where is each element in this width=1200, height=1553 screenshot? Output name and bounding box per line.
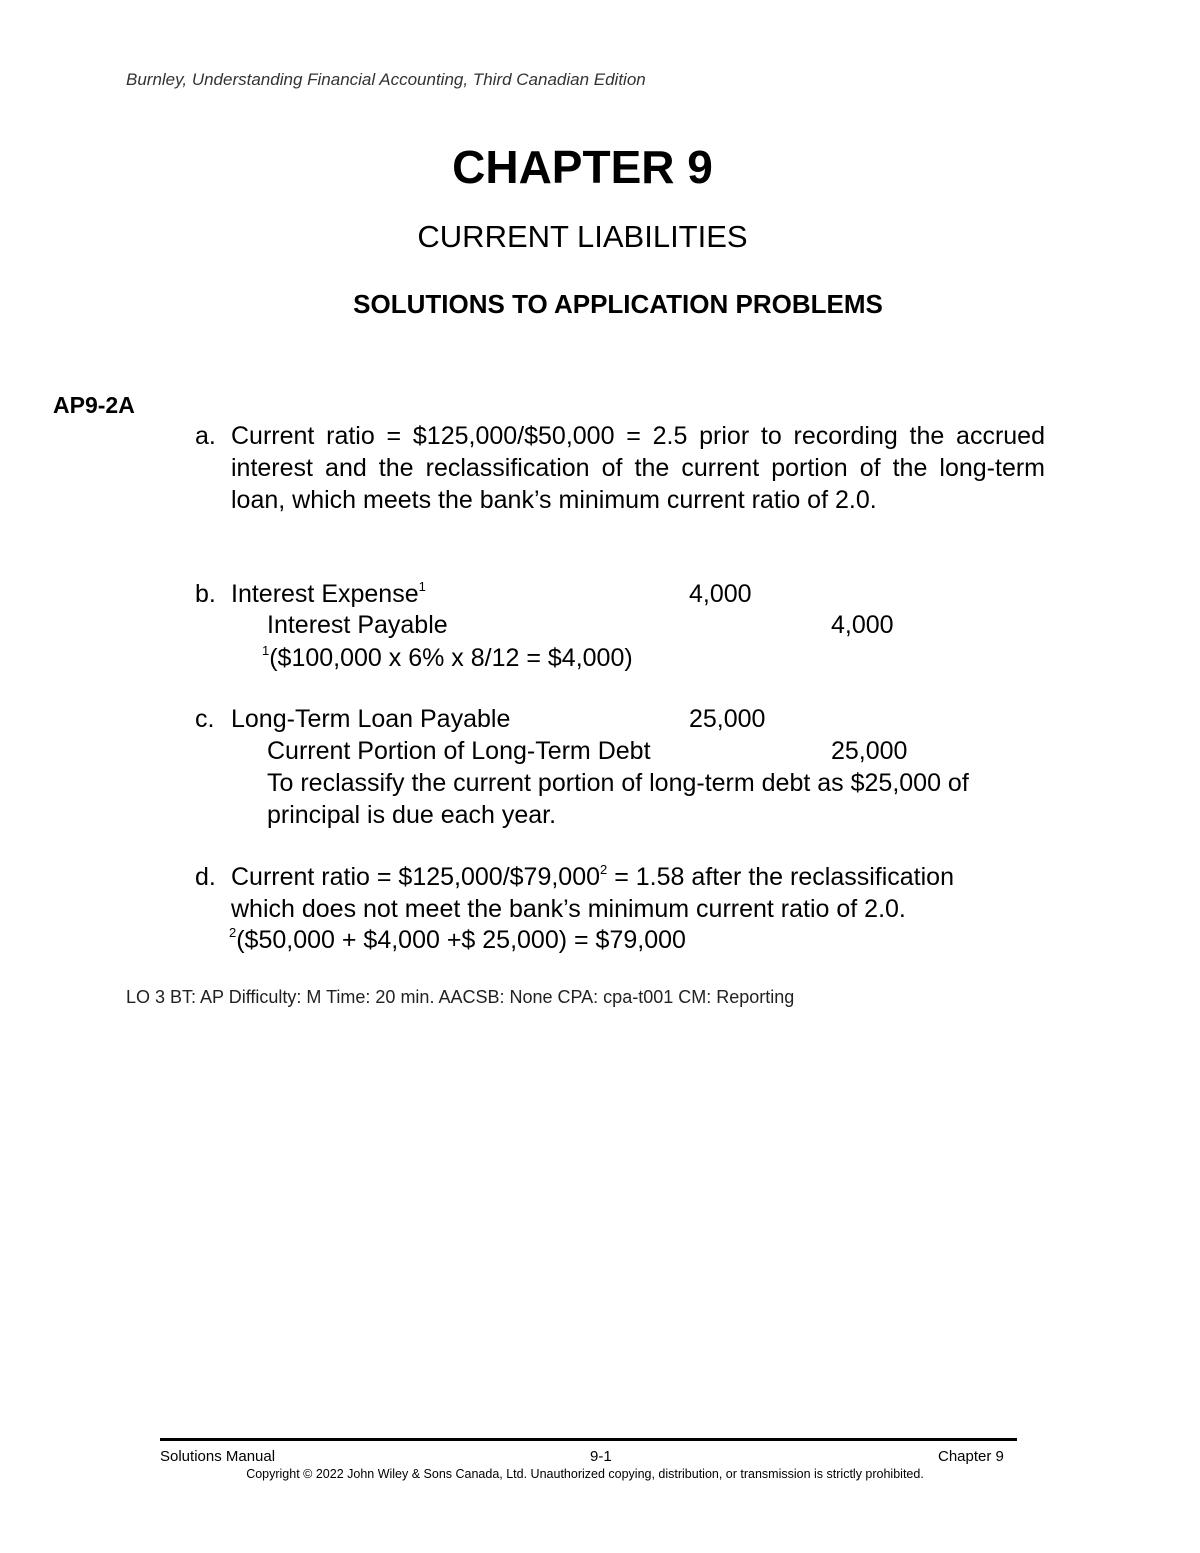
part-b-credit-amount: 4,000 xyxy=(831,611,894,639)
part-b-footnote-mark: 1 xyxy=(262,643,270,658)
part-d-footnote-mark: 2 xyxy=(229,925,237,940)
part-c-credit-account: Current Portion of Long-Term Debt xyxy=(267,737,651,765)
part-b-footnote xyxy=(262,644,633,673)
part-a-text: Current ratio = $125,000/$50,000 = 2.5 prior to recording the accrued interest and the reclassification of the current portion of the long-term loan, which meets the bank’s minimum current ratio of 2.0. xyxy=(231,422,1045,514)
chapter-subtitle: CURRENT LIABILITIES xyxy=(417,219,748,254)
part-b-debit-amount: 4,000 xyxy=(689,580,752,608)
footer-copyright: Copyright © 2022 John Wiley & Sons Canada, Ltd. Unauthorized copying, distribution, or transmission is strictly prohibited. xyxy=(246,1467,924,1481)
part-d-line2: which does not meet the bank’s minimum current ratio of 2.0. xyxy=(231,895,906,923)
footer-right: Chapter 9 xyxy=(938,1448,1004,1465)
part-d-footnote-text: ($50,000 + $4,000 +$ 25,000) = $79,000 xyxy=(236,926,686,954)
part-c-debit-amount: 25,000 xyxy=(689,705,766,733)
part-d-line1-post: = 1.58 after the reclassification xyxy=(607,863,954,891)
learning-objective-line: LO 3 BT: AP Difficulty: M Time: 20 min. AACSB: None CPA: cpa-t001 CM: Reporting xyxy=(126,987,795,1007)
part-d-footnote-ref: 2 xyxy=(600,862,608,877)
footer-page-number: 9-1 xyxy=(590,1448,612,1465)
part-b-letter: b. xyxy=(195,580,216,608)
footer-left: Solutions Manual xyxy=(160,1448,276,1465)
running-header: Burnley, Understanding Financial Accounting, Third Canadian Edition xyxy=(126,70,646,89)
part-b-debit-account: Interest Expense xyxy=(231,580,419,608)
part-c-credit-amount: 25,000 xyxy=(831,737,908,765)
part-b-credit-account: Interest Payable xyxy=(267,611,448,639)
part-b-footnote-text: ($100,000 x 6% x 8/12 = $4,000) xyxy=(269,644,633,672)
section-title: SOLUTIONS TO APPLICATION PROBLEMS xyxy=(353,289,883,319)
problem-id: AP9-2A xyxy=(53,392,135,418)
part-c-explanation-line1: To reclassify the current portion of long-term debt as $25,000 of xyxy=(267,769,969,797)
part-c-debit-account: Long-Term Loan Payable xyxy=(231,705,511,733)
part-c-explanation-line2: principal is due each year. xyxy=(267,801,557,829)
part-d-letter: d. xyxy=(195,863,216,891)
part-a xyxy=(195,420,1045,516)
part-b-footnote-ref: 1 xyxy=(418,579,426,594)
part-d-footnote xyxy=(229,926,686,955)
part-c-letter: c. xyxy=(195,705,215,733)
chapter-title: CHAPTER 9 xyxy=(452,141,713,193)
footer-divider xyxy=(160,1438,1017,1441)
part-d-line1 xyxy=(231,863,954,892)
part-b-debit-line xyxy=(231,580,426,609)
part-d-line1-pre: Current ratio = $125,000/$79,000 xyxy=(231,863,601,891)
part-a-letter: a. xyxy=(195,422,216,450)
